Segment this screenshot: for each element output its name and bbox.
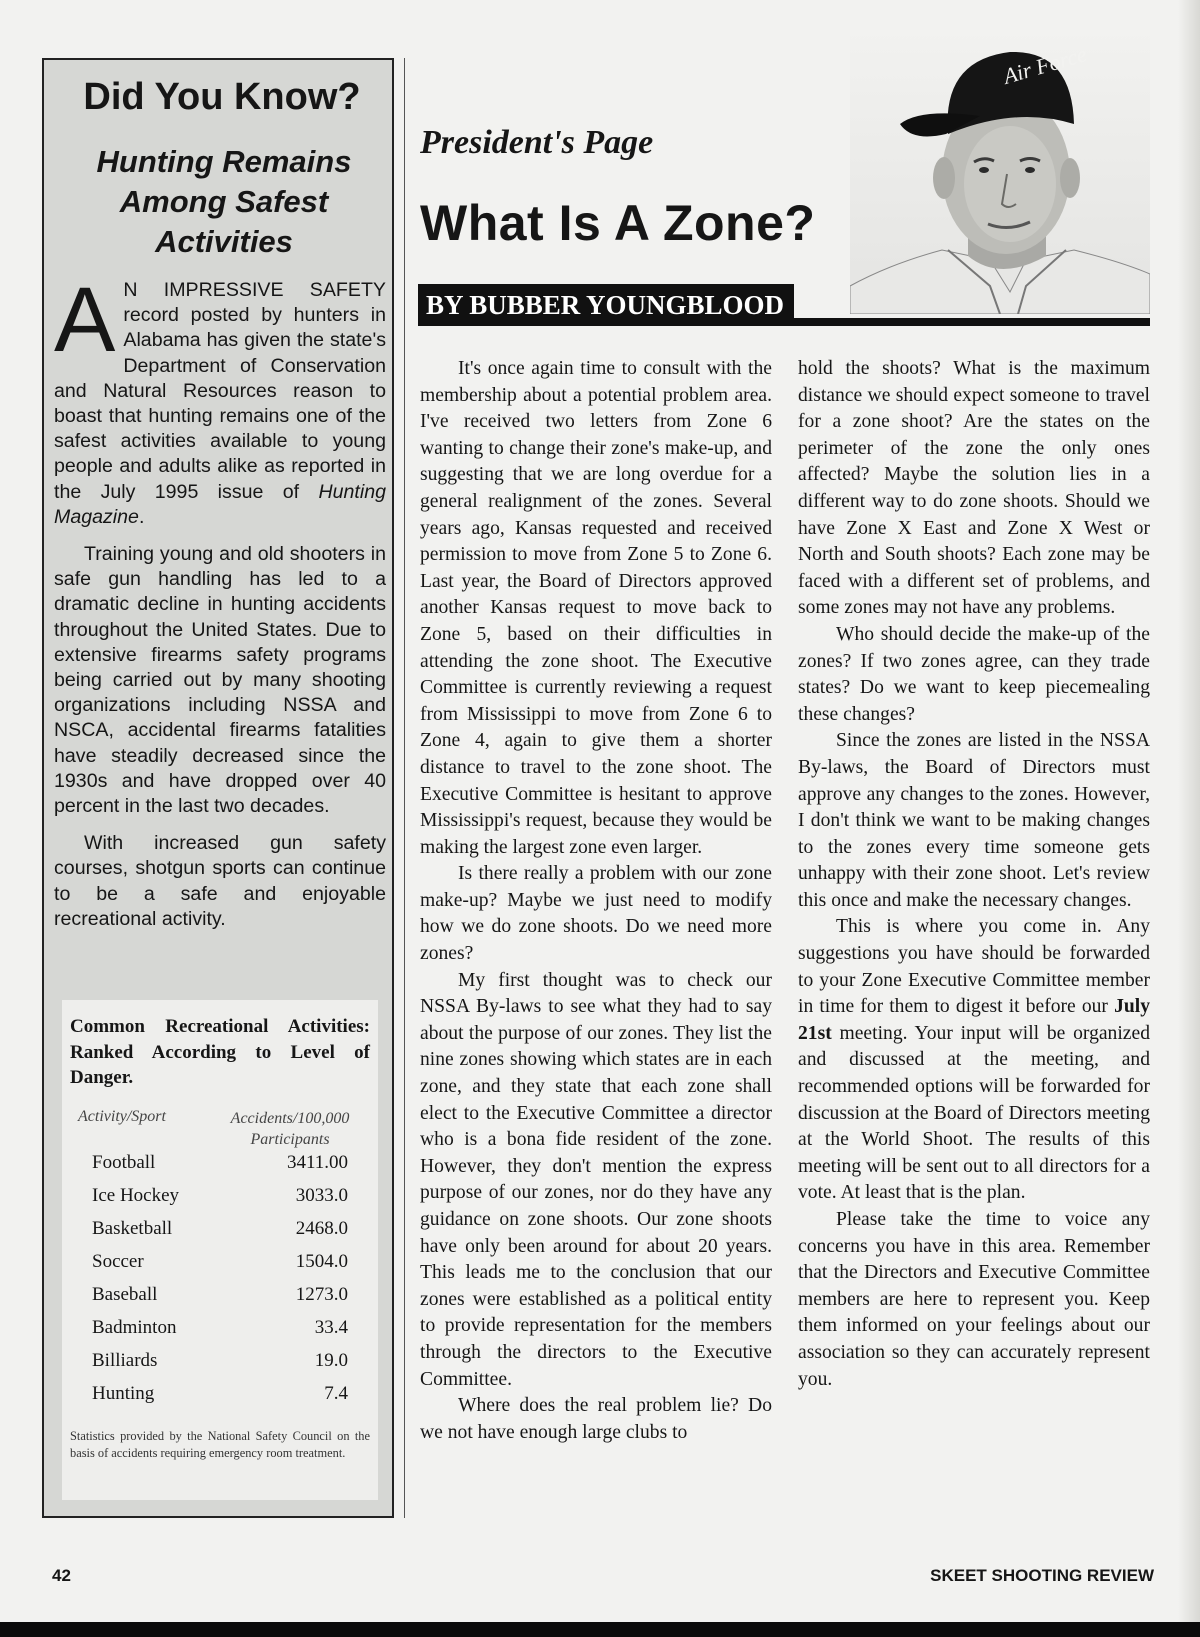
section-kicker: President's Page [420, 124, 654, 161]
table-row [92, 1185, 348, 1217]
table-cell-value: 1273.0 [295, 1284, 348, 1305]
meeting-date: July 21st [798, 996, 1150, 1044]
table-row [92, 1383, 348, 1415]
sidebar-title: Did You Know? [83, 76, 361, 118]
table-cell-value: 3033.0 [295, 1185, 348, 1206]
sidebar-body [54, 269, 386, 944]
scan-bottom-edge [0, 1622, 1200, 1637]
table-cell-activity: Baseball [92, 1284, 158, 1305]
page-gutter-shade [1178, 0, 1200, 1622]
article-paragraph: hold the shoots? What is the maximum distance we should expect someone to travel for a zone shoot? Are the states on the perimeter of the zone the only ones affected? Maybe the solution lies in a different way to do zone shoots. Should we have Zone X East and Zone X West or North and South shoots? Each zone may be faced with a different set of problems, and some zones may not have any problems. [798, 358, 1150, 619]
table-cell-value: 33.4 [314, 1317, 348, 1338]
table-cell-activity: Basketball [92, 1218, 173, 1239]
table-row [92, 1251, 348, 1283]
byline: BY BUBBER YOUNGBLOOD [418, 284, 794, 325]
table-source-note: Statistics provided by the National Safety Council on the basis of accidents requiring emergency room treatment. [70, 1429, 370, 1460]
column-divider [404, 58, 405, 1518]
table-header-activity: Activity/Sport [78, 1108, 166, 1125]
table-row [92, 1284, 348, 1316]
table-cell-activity: Ice Hockey [92, 1185, 180, 1206]
table-row [92, 1350, 348, 1382]
article-paragraph: My first thought was to check our NSSA By-laws to see what they had to say about the purpose of our zones. They list the nine zones showing which states are in each zone, and they state that each zone shall elect to the Executive Committee a director who is a bona fide resident of the zone. However, they don't mention the express purpose of our zones, nor do they have any guidance on zone shoots. Our zone shoots have only been around for about 20 years. This leads me to the conclusion that our zones were established as a political entity to provide representation for the members through the directors to the Executive Committee. [420, 969, 772, 1390]
table-cell-activity: Billiards [92, 1350, 158, 1371]
article-paragraph: Where does the real problem lie? Do we not have enough large clubs to [420, 1395, 772, 1443]
magazine-citation: Hunting Magazine [54, 480, 386, 528]
table-cell-value: 19.0 [314, 1350, 348, 1371]
article-column-1 [420, 356, 772, 1446]
article-paragraph: It's once again time to consult with the membership about a potential problem area. I've received two letters from Zone 6 wanting to change their zone's make-up, and suggesting that we are long overdue for a general realignment of the zones. Several years ago, Kansas requested and received permission to move from Zone 5 to Zone 6. Last year, the Board of Directors approved another Kansas request to move back to Zone 5, based on their difficulties in attending the zone shoot. The Executive Committee is currently reviewing a request from Mississippi to move from Zone 6 to Zone 4, again to give them a shorter distance to travel to the zone shoot. The Executive Committee is hesitant to approve Mississippi's request, because they would be making the largest zone even larger. [420, 358, 772, 858]
byline-bar [418, 284, 1150, 326]
article-paragraph: Is there really a problem with our zone make-up? Maybe we just need to modify how we do zone shoots. Do we need more zones? [420, 863, 772, 965]
table-cell-value: 3411.00 [286, 1152, 348, 1173]
table-row [92, 1218, 348, 1250]
cap-logo-text: Air Force [1000, 41, 1090, 89]
article-paragraph: Who should decide the make-up of the zones? If two zones agree, can they trade states? Do we want to keep piecemealing these changes? [798, 623, 1150, 725]
paragraph-text: meeting. Your input will be organized and discussed at the meeting, and recommended options will be forwarded for discussion at the Board of Directors meeting at the World Shoot. The results of this meeting will be sent out to all directors for a vote. At least that is the plan. [798, 1022, 1150, 1204]
article-paragraph: Since the zones are listed in the NSSA By-laws, the Board of Directors must approve any changes to the zones. However, I don't think we want to be making changes to the zones every time someone gets unhappy with their zone shoot. Let's review this once and make the necessary changes. [798, 730, 1150, 911]
table-cell-activity: Football [92, 1152, 156, 1173]
paragraph-text: This is where you come in. Any suggestions you have should be forwarded to your Zone Executive Committee member in time for them to digest it before our [798, 916, 1150, 1018]
sidebar-para1-text: N IMPRESSIVE SAFETY record posted by hunters in Alabama has given the state's Department of Conservation and Natural Resources reason to boast that hunting remains one of the safest activities available to young people and adults alike as reported in the July 1995 issue of [54, 279, 386, 503]
table-row [92, 1152, 348, 1184]
article-paragraph: Please take the time to voice any concerns you have in this area. Remember that the Directors and Executive Committee members are here to represent you. Keep them informed on your feelings about our association so they can accurately represent you. [798, 1209, 1150, 1390]
table-title: Common Recreational Activities: Ranked According to Level of Danger. [70, 1016, 370, 1088]
table-cell-value: 2468.0 [295, 1218, 348, 1239]
table-cell-value: 7.4 [324, 1383, 348, 1404]
sidebar-paragraph [54, 269, 386, 530]
sidebar-paragraph: Training young and old shooters in safe gun handling has led to a dramatic decline in hunting accidents throughout the United States. Due to extensive firearms safety programs being carried out by many shooting organizations including NSSA and NSCA, accidental firearms fatalities have steadily decreased since the 1930s and have dropped over 40 percent in the last two decades. [54, 543, 386, 818]
table-cell-value: 1504.0 [295, 1251, 348, 1272]
table-row [92, 1317, 348, 1349]
danger-ranking-table [62, 1000, 378, 1500]
drop-cap: A [54, 269, 116, 371]
table-cell-activity: Soccer [92, 1251, 144, 1272]
article-paragraph [798, 914, 1150, 1207]
table-cell-activity: Badminton [92, 1317, 177, 1338]
article-column-2 [798, 356, 1150, 1393]
page-number: 42 [52, 1566, 71, 1585]
table-header-accidents: Accidents/100,000 Participants [230, 1110, 350, 1148]
author-portrait [850, 24, 1150, 314]
sidebar-para1-end: . [138, 505, 145, 528]
sidebar-subtitle: Hunting Remains Among Safest Activities [96, 144, 352, 259]
did-you-know-sidebar [42, 58, 394, 1518]
sidebar-paragraph: With increased gun safety courses, shotgun sports can continue to be a safe and enjoyable recreational activity. [54, 832, 386, 930]
article-headline: What Is A Zone? [420, 195, 816, 251]
magazine-name: SKEET SHOOTING REVIEW [930, 1566, 1154, 1585]
table-cell-activity: Hunting [92, 1383, 155, 1404]
